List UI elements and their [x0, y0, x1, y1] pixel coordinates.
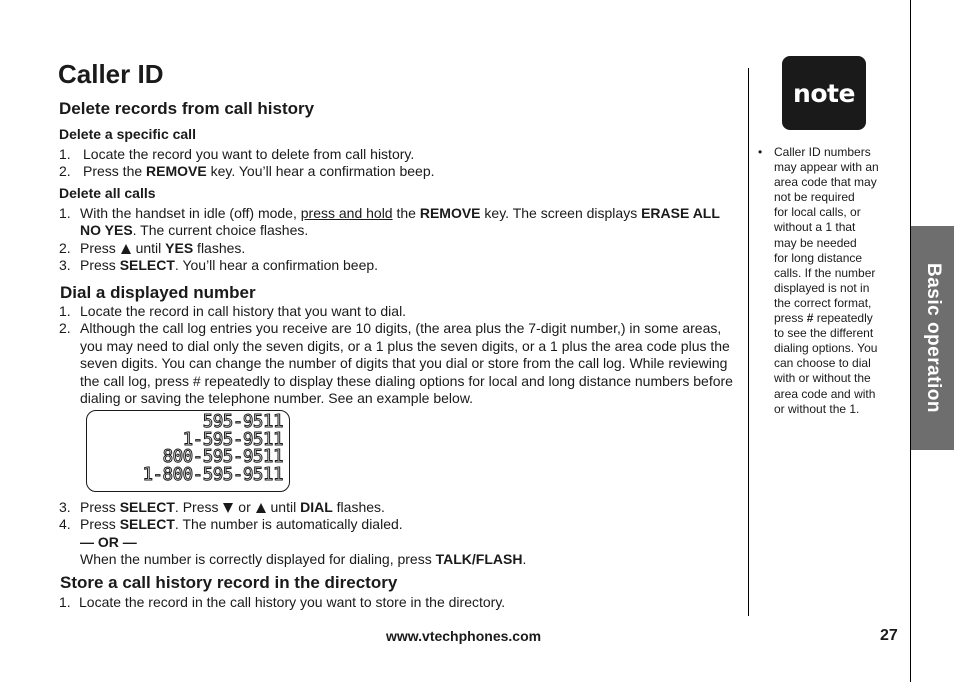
- note-list: [758, 145, 898, 417]
- list-item: • Caller ID numbers may appear with an area code that may not be required for local calls, or without a 1 that may be needed for long distance calls. If the number displayed is not in the correct format, press # repeatedly to see the different dialing options. You can choose to dial with or without the area code and with or without the 1.: [758, 145, 879, 416]
- dial-section-heading: Dial a displayed number: [60, 283, 256, 302]
- page-number: 27: [880, 627, 898, 644]
- delete-section-heading: Delete records from call history: [59, 99, 315, 118]
- column-divider: [748, 68, 749, 616]
- list-item: 2. Press until YES flashes.: [59, 239, 246, 256]
- page-title: Caller ID: [58, 59, 164, 89]
- note-badge: note: [782, 56, 866, 130]
- list-item: 3. Press SELECT. You’ll hear a confirmation beep.: [59, 257, 379, 274]
- lcd-line: 800-595-9511: [162, 447, 283, 468]
- delete-all-heading: Delete all calls: [59, 185, 156, 201]
- screen-text: DIAL: [300, 499, 333, 515]
- down-arrow-icon: [223, 503, 233, 513]
- lcd-line: 1-595-9511: [182, 429, 283, 450]
- list-item: 1. Locate the record in call history that you want to dial.: [59, 303, 407, 319]
- up-arrow-icon: [256, 503, 266, 513]
- store-section-heading: Store a call history record in the directory: [60, 573, 398, 592]
- list-item: 1. Locate the record in the call history you want to store in the directory.: [59, 594, 506, 610]
- up-arrow-icon: [121, 244, 131, 254]
- list-item: 1. With the handset in idle (off) mode, press and hold the REMOVE key. The screen displays ERASE ALL NO YES. The current choice flashes.: [59, 205, 720, 239]
- screen-text: YES: [165, 239, 194, 256]
- list-item: 1. Locate the record you want to delete from call history.: [59, 146, 415, 162]
- lcd-line: 1-800-595-9511: [142, 464, 283, 485]
- delete-all-steps: [59, 205, 734, 275]
- dial-steps-continued: [59, 499, 734, 569]
- section-tab-label: Basic operation: [922, 262, 944, 414]
- key-name: REMOVE: [419, 205, 481, 221]
- emphasis-underline: press and hold: [300, 205, 393, 221]
- key-name: TALK/FLASH: [435, 551, 523, 568]
- or-separator: — OR —: [80, 533, 137, 550]
- section-tab: [911, 226, 954, 450]
- list-item: 3. Press SELECT. Press or until DIAL flashes.: [59, 499, 385, 515]
- list-item: 4. Press SELECT. The number is automatically dialed.: [59, 516, 403, 533]
- key-name: REMOVE: [146, 163, 207, 180]
- key-name: SELECT: [119, 499, 175, 515]
- delete-specific-heading: Delete a specific call: [59, 126, 196, 142]
- screen-text: ERASE ALL NO YES: [80, 205, 720, 239]
- key-name: #: [806, 311, 814, 326]
- lcd-line: 595-9511: [202, 412, 283, 432]
- key-name: SELECT: [119, 516, 175, 533]
- delete-specific-steps: [59, 146, 739, 181]
- key-name: SELECT: [119, 257, 175, 274]
- list-item: 2. Press the REMOVE key. You’ll hear a confirmation beep.: [59, 163, 435, 180]
- lcd-display-example: [86, 410, 290, 492]
- store-steps: [59, 594, 734, 611]
- list-item: When the number is correctly displayed for dialing, press TALK/FLASH.: [80, 551, 527, 568]
- list-item: 2. Although the call log entries you receive are 10 digits, (the area plus the 7-digit number,) in some areas, you may need to dial only the seven digits, or a 1 plus the seven digits, or a 1 plus the area code plus the seven digits. You can change the number of digits that you dial or store from the call log. While reviewing the call log, press # repeatedly to display these dialing options for local and long distance numbers before dialing or saving the telephone number. See an example below.: [59, 320, 733, 407]
- footer-url: www.vtechphones.com: [386, 628, 542, 644]
- dial-steps: [59, 303, 734, 407]
